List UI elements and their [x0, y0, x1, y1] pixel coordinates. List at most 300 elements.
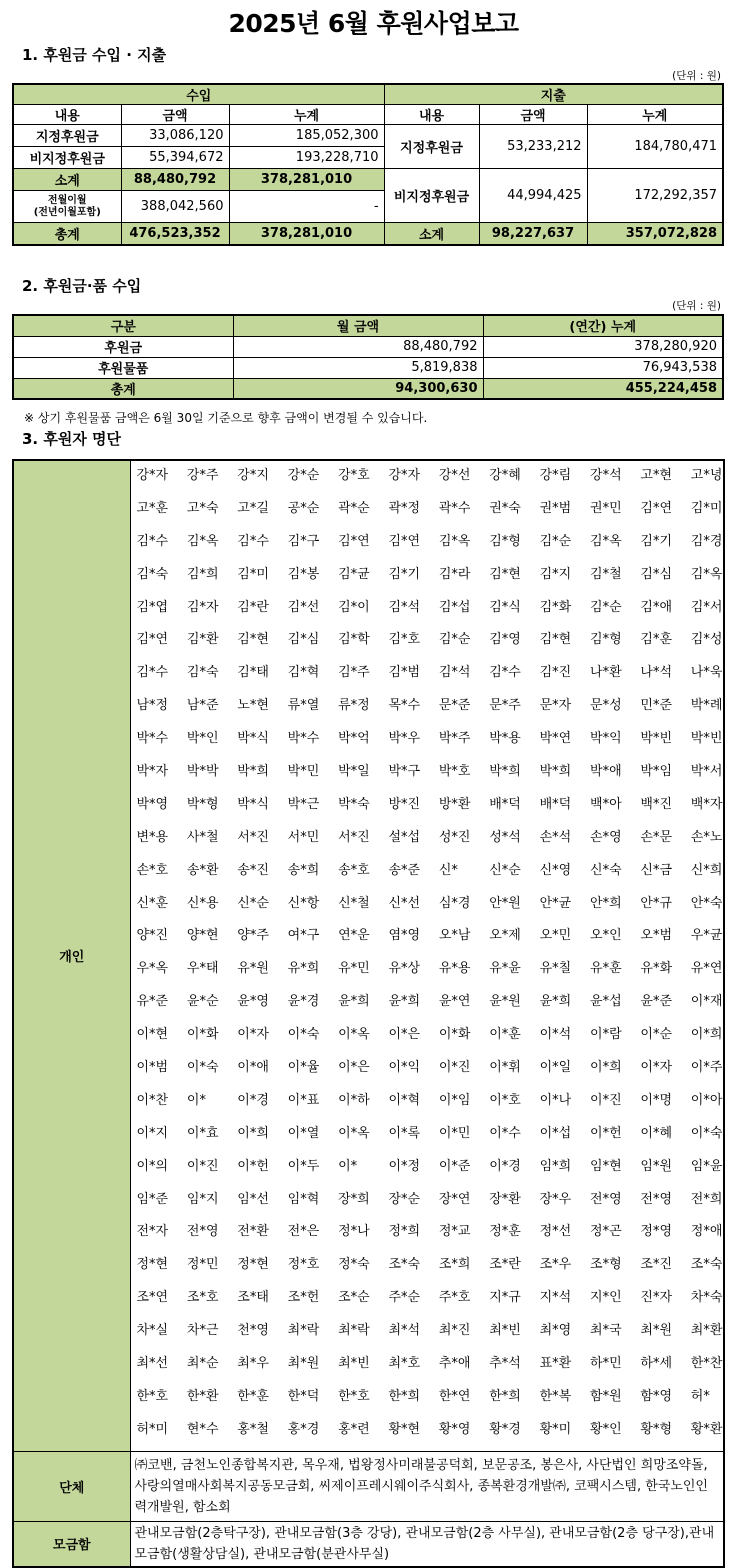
- donor-name: 강*자: [136, 468, 169, 483]
- expense-nondesignated-amount: 44,994,425: [479, 169, 587, 223]
- donor-name: 이*경: [237, 1092, 269, 1108]
- page-title: 2025년 6월 후원사업보고: [228, 9, 519, 38]
- donor-name: 이*아: [690, 1092, 723, 1108]
- donor-name: 여*구: [287, 928, 320, 944]
- donor-name: 강*혜: [489, 468, 521, 483]
- donor-name: 이*의: [136, 1158, 169, 1174]
- donor-name: 이*화: [186, 1027, 219, 1043]
- donor-name: 전*영: [640, 1191, 673, 1207]
- donor-name: 설*섭: [388, 829, 421, 845]
- donor-name: 김*수: [237, 533, 269, 549]
- donor-name: 허*: [690, 1388, 710, 1404]
- income-nondesignated-label: 비지정후원금: [13, 147, 121, 169]
- donor-name: 지*인: [590, 1290, 622, 1306]
- donor-name: 김*선: [287, 599, 320, 615]
- donor-name: 이*희: [590, 1060, 622, 1076]
- section2-unit: (단위 : 원): [672, 300, 721, 312]
- donor-name: 이*석: [539, 1027, 572, 1043]
- donor-name: 황*형: [640, 1421, 673, 1437]
- donor-name: 박*근: [287, 796, 320, 812]
- donor-name: 손*문: [640, 829, 673, 845]
- donor-name: 강*선: [438, 468, 471, 483]
- donor-name: 최*락: [287, 1323, 320, 1339]
- donor-name: 김*심: [287, 632, 320, 648]
- donor-name: 김*훈: [640, 632, 673, 648]
- donor-name: 박*식: [237, 731, 269, 747]
- donor-name: 유*훈: [590, 961, 622, 977]
- donor-name: 나*환: [590, 665, 622, 681]
- donor-name: 이*자: [640, 1060, 673, 1076]
- donor-name: 추*석: [489, 1356, 521, 1372]
- donor-name: 차*실: [136, 1323, 169, 1339]
- donor-name: 김*현: [539, 632, 572, 648]
- donor-name: 한*찬: [690, 1356, 723, 1372]
- donor-name: 신*희: [690, 862, 723, 878]
- donor-name: 차*숙: [690, 1290, 723, 1306]
- donor-name: 이*재: [690, 994, 723, 1010]
- income-designated-label: 지정후원금: [13, 125, 121, 147]
- donor-name: 정*영: [640, 1224, 673, 1240]
- donor-name: 양*주: [237, 928, 269, 944]
- donor-name: 박*수: [287, 731, 320, 747]
- individual-names: [130, 460, 724, 1451]
- donor-name: 손*호: [136, 862, 169, 878]
- donor-name: 박*억: [338, 731, 370, 747]
- carryover-label-line2: (전년이월포함): [33, 206, 101, 218]
- donation-income-table: [12, 314, 724, 400]
- donor-name: 신*순: [489, 862, 521, 878]
- donor-name: 최*락: [338, 1323, 370, 1339]
- donor-name: 김*화: [539, 599, 572, 615]
- s2-row-month: 5,819,838: [233, 357, 483, 378]
- donor-name: 성*진: [438, 829, 471, 845]
- donor-name: 목*수: [388, 698, 421, 714]
- donor-name: 조*숙: [690, 1257, 723, 1273]
- donor-name: 주*순: [388, 1290, 421, 1306]
- donor-name: 김*혁: [287, 665, 320, 681]
- donor-name: 천*영: [237, 1323, 269, 1339]
- donor-name: 박*박: [186, 764, 219, 780]
- donor-name: 강*호: [338, 468, 370, 483]
- donor-name: 김*애: [640, 599, 673, 615]
- donor-name: 문*준: [438, 698, 471, 714]
- col-cumulative: 누계: [229, 105, 384, 125]
- donor-name: 백*아: [590, 796, 622, 812]
- donor-name: 이*: [186, 1092, 206, 1108]
- donor-name: 최*빈: [489, 1323, 521, 1339]
- donor-name: 이*희: [690, 1027, 723, 1043]
- donor-name: 조*우: [539, 1257, 572, 1273]
- donor-name: 이*일: [539, 1060, 572, 1076]
- donor-name: 전*은: [287, 1224, 320, 1240]
- donor-name: 이*숙: [287, 1027, 320, 1043]
- donor-name: 이*정: [388, 1158, 421, 1174]
- donor-name: 박*인: [186, 731, 219, 747]
- donor-name: 이*나: [539, 1092, 572, 1108]
- donor-name: 이*혁: [388, 1092, 421, 1108]
- s2-col-month: 월 금액: [233, 315, 483, 336]
- donor-name: 홍*철: [237, 1421, 269, 1437]
- donor-name: 정*나: [338, 1224, 370, 1240]
- donor-name: 최*환: [690, 1323, 723, 1339]
- names-grid: [133, 464, 724, 1451]
- donor-name: 박*수: [136, 731, 169, 747]
- s2-row-cum: 378,280,920: [483, 336, 723, 357]
- donor-name: 윤*순: [186, 994, 219, 1010]
- donor-name: 이*민: [438, 1125, 471, 1141]
- donor-name: 박*희: [489, 764, 521, 780]
- donor-name: 유*원: [237, 961, 269, 977]
- donor-name: 김*환: [186, 632, 219, 648]
- donor-name: 정*호: [287, 1257, 320, 1273]
- donor-name: 최*순: [186, 1356, 219, 1372]
- donor-name: 이*진: [438, 1060, 471, 1076]
- donor-name: 정*희: [388, 1224, 421, 1240]
- donor-name: 박*서: [690, 764, 723, 780]
- donor-name: 장*순: [388, 1191, 421, 1207]
- donor-name: 전*자: [136, 1224, 169, 1240]
- donor-name: 이*숙: [186, 1060, 219, 1076]
- donor-name: 유*준: [136, 994, 169, 1010]
- box-label: 모금함: [13, 1521, 130, 1567]
- donor-name: 오*범: [640, 928, 673, 944]
- donor-name: 홍*경: [287, 1421, 320, 1437]
- donor-name: 한*훈: [237, 1388, 269, 1404]
- donor-name: 김*학: [338, 632, 370, 648]
- donor-name: 박*희: [237, 764, 269, 780]
- donor-name: 이*표: [287, 1092, 320, 1108]
- donor-name: 지*석: [539, 1290, 572, 1306]
- income-carryover-cum: -: [229, 191, 384, 223]
- donor-name: 강*주: [186, 468, 219, 483]
- donor-name: 이*하: [338, 1092, 370, 1108]
- donor-name: 정*현: [237, 1257, 269, 1273]
- exp-col-content: 내용: [384, 105, 479, 125]
- s2-col-cum: (연간) 누계: [483, 315, 723, 336]
- donor-name: 김*연: [136, 632, 169, 648]
- donor-name: 류*열: [287, 698, 320, 714]
- donor-name: 이*현: [136, 1027, 169, 1043]
- donor-name: 송*준: [388, 862, 421, 878]
- donor-name: 김*수: [136, 533, 169, 549]
- income-total-cum: 378,281,010: [229, 223, 384, 245]
- donor-name: 김*식: [489, 599, 521, 615]
- donor-name: 홍*련: [338, 1421, 370, 1437]
- donor-name: 정*현: [136, 1257, 169, 1273]
- donor-name: 김*옥: [186, 533, 219, 549]
- donor-name: 전*희: [690, 1191, 723, 1207]
- donor-name: 이*혜: [640, 1125, 673, 1141]
- donor-name: 김*현: [237, 632, 269, 648]
- income-expense-table: [12, 83, 724, 246]
- donor-name: 임*희: [539, 1158, 572, 1174]
- donor-name: 조*태: [237, 1290, 269, 1306]
- donor-name: 이*: [338, 1158, 358, 1174]
- donor-name: 백*진: [640, 796, 673, 812]
- donor-name: 변*용: [136, 829, 169, 845]
- donor-name: 박*식: [237, 796, 269, 812]
- donor-name: 유*상: [388, 961, 421, 977]
- donor-name: 한*덕: [287, 1388, 320, 1404]
- donor-name: 강*림: [539, 468, 572, 483]
- donor-name: 김*영: [489, 632, 521, 648]
- donor-name: 신*항: [287, 895, 320, 911]
- income-subtotal-amount: 88,480,792: [121, 169, 229, 191]
- donor-name: 박*임: [640, 764, 673, 780]
- donor-name: 김*경: [690, 533, 723, 549]
- donor-name: 김*란: [237, 599, 269, 615]
- donor-name: 이*자: [237, 1027, 269, 1043]
- donor-name: 황*현: [388, 1421, 421, 1437]
- donor-name: 한*연: [438, 1388, 471, 1404]
- s2-row-label: 후원물품: [13, 357, 233, 378]
- donor-name: 고*녕: [690, 468, 723, 483]
- donor-name: 유*연: [690, 961, 723, 977]
- donor-name: 서*민: [287, 829, 320, 845]
- donor-name: 임*준: [136, 1191, 169, 1207]
- donor-name: 지*규: [489, 1290, 521, 1306]
- donor-name: 이*효: [186, 1125, 219, 1141]
- donor-name: 나*석: [640, 665, 673, 681]
- donor-name: 신*순: [237, 895, 269, 911]
- donor-name: 김*균: [338, 566, 370, 582]
- donor-name: 문*주: [489, 698, 521, 714]
- donor-name: 권*민: [590, 500, 622, 516]
- donor-name: 문*성: [590, 698, 622, 714]
- donor-name: 노*현: [237, 698, 269, 714]
- s2-row-month: 88,480,792: [233, 336, 483, 357]
- donor-name: 임*현: [590, 1158, 622, 1174]
- donor-name: 조*연: [136, 1290, 169, 1306]
- donor-name: 김*수: [136, 665, 169, 681]
- s2-total-month: 94,300,630: [233, 378, 483, 399]
- expense-designated-amount: 53,233,212: [479, 125, 587, 169]
- donor-name: 김*순: [590, 599, 622, 615]
- donor-name: 이*희: [237, 1125, 269, 1141]
- expense-subtotal-amount: 98,227,637: [479, 223, 587, 245]
- donor-name: 이*록: [388, 1125, 421, 1141]
- group-label: 단체: [13, 1451, 130, 1521]
- donor-name: 강*순: [287, 468, 320, 483]
- income-total-amount: 476,523,352: [121, 223, 229, 245]
- donor-name: 조*란: [489, 1257, 521, 1273]
- donor-name: 이*지: [136, 1125, 169, 1141]
- s2-row-label: 후원금: [13, 336, 233, 357]
- donor-name: 최*원: [287, 1356, 320, 1372]
- donor-name: 김*봉: [287, 566, 320, 582]
- donor-name: 서*진: [237, 829, 269, 845]
- donor-name: 한*환: [186, 1388, 219, 1404]
- expense-nondesignated-label: 비지정후원금: [384, 169, 479, 223]
- donor-name: 박*익: [590, 731, 622, 747]
- donor-name: 염*영: [388, 928, 421, 944]
- expense-subtotal-cum: 357,072,828: [587, 223, 723, 245]
- donor-name: 유*용: [438, 961, 471, 977]
- donor-name: 이*은: [388, 1027, 421, 1043]
- donor-name: 장*환: [489, 1191, 521, 1207]
- donor-name: 이*훈: [489, 1027, 521, 1043]
- donor-name: 이*헌: [237, 1158, 269, 1174]
- donor-name: 김*엽: [136, 599, 169, 615]
- donor-name: 이*준: [438, 1158, 471, 1174]
- donor-name: 이*애: [237, 1060, 269, 1076]
- donor-name: 김*옥: [690, 566, 723, 582]
- donor-name: 신*: [438, 862, 458, 878]
- donor-name: 곽*수: [438, 500, 471, 516]
- individual-label: 개인: [13, 460, 130, 1451]
- donor-name: 장*희: [338, 1191, 370, 1207]
- donor-name: 김*라: [438, 566, 471, 582]
- donor-name: 김*형: [590, 632, 622, 648]
- donor-name: 신*금: [640, 862, 673, 878]
- donor-name: 이*화: [438, 1027, 471, 1043]
- donor-name: 조*희: [438, 1257, 471, 1273]
- donor-name: 윤*준: [640, 994, 673, 1010]
- donor-name: 민*준: [640, 698, 673, 714]
- donor-name: 오*민: [539, 928, 572, 944]
- donor-name: 김*이: [338, 599, 370, 615]
- donor-name: 조*형: [590, 1257, 622, 1273]
- donor-name: 고*길: [237, 500, 269, 516]
- donor-name: 박*빈: [690, 731, 723, 747]
- donor-name: 박*희: [539, 764, 572, 780]
- donor-name: 김*미: [237, 566, 269, 582]
- donor-name: 김*석: [438, 665, 471, 681]
- donor-name: 김*태: [237, 665, 269, 681]
- donor-name: 우*균: [690, 928, 723, 944]
- donor-name: 조*호: [186, 1290, 219, 1306]
- donor-name: 정*숙: [338, 1257, 370, 1273]
- donor-name: 윤*희: [388, 994, 421, 1010]
- donor-name: 황*미: [539, 1421, 572, 1437]
- donor-name: 이*익: [388, 1060, 421, 1076]
- donor-name: 박*례: [690, 698, 723, 714]
- donor-name: 최*영: [539, 1323, 572, 1339]
- donor-name: 고*현: [640, 468, 673, 483]
- donor-name: 전*영: [186, 1224, 219, 1240]
- donor-name: 박*우: [388, 731, 421, 747]
- donor-name: 박*숙: [338, 796, 370, 812]
- donor-name: 김*석: [388, 599, 421, 615]
- donor-name: 윤*원: [489, 994, 521, 1010]
- donor-name: 이*찬: [136, 1092, 169, 1108]
- donor-name: 김*옥: [590, 533, 622, 549]
- donor-name: 안*규: [640, 895, 673, 911]
- exp-col-cumulative: 누계: [587, 105, 723, 125]
- donor-name: 전*환: [237, 1224, 269, 1240]
- donor-name: 임*선: [237, 1191, 269, 1207]
- donor-name: 문*자: [539, 698, 572, 714]
- donor-name: 오*제: [489, 928, 521, 944]
- donor-name: 황*인: [590, 1421, 622, 1437]
- donor-name: 박*호: [438, 764, 471, 780]
- donor-name: 정*애: [690, 1224, 723, 1240]
- donor-name: 최*호: [388, 1356, 421, 1372]
- donor-name: 유*칠: [539, 961, 572, 977]
- donor-name: 김*수: [489, 665, 521, 681]
- donor-name: 송*호: [338, 862, 370, 878]
- donor-name: 윤*희: [338, 994, 370, 1010]
- section1-unit: (단위 : 원): [672, 70, 721, 82]
- donor-name: 조*진: [640, 1257, 673, 1273]
- donor-name: 손*영: [590, 829, 622, 845]
- s2-col-category: 구분: [13, 315, 233, 336]
- donor-name: 함*영: [640, 1388, 673, 1404]
- donor-name: 장*우: [539, 1191, 572, 1207]
- donor-name: 곽*순: [338, 500, 370, 516]
- donor-name: 한*호: [136, 1388, 169, 1404]
- donor-name: 우*태: [186, 961, 219, 977]
- donor-name: 유*희: [287, 961, 320, 977]
- donor-name: 김*철: [590, 566, 622, 582]
- donor-name: 연*운: [338, 928, 370, 944]
- expense-designated-label: 지정후원금: [384, 125, 479, 169]
- donor-name: 박*민: [287, 764, 320, 780]
- income-designated-cum: 185,052,300: [229, 125, 384, 147]
- donor-name: 안*균: [539, 895, 572, 911]
- income-nondesignated-cum: 193,228,710: [229, 147, 384, 169]
- s2-total-cum: 455,224,458: [483, 378, 723, 399]
- donor-name: 이*명: [640, 1092, 673, 1108]
- donor-name: 유*민: [338, 961, 370, 977]
- donor-name: 조*순: [338, 1290, 370, 1306]
- donor-name: 김*섭: [438, 599, 471, 615]
- income-designated-amount: 33,086,120: [121, 125, 229, 147]
- donor-name: 신*용: [186, 895, 219, 911]
- donor-name: 우*옥: [136, 961, 169, 977]
- donor-name: 김*옥: [438, 533, 471, 549]
- donor-name: 서*진: [338, 829, 370, 845]
- donor-name: 박*일: [338, 764, 370, 780]
- donor-name: 송*환: [186, 862, 219, 878]
- donor-name: 오*인: [590, 928, 622, 944]
- donor-name: 이*숙: [690, 1125, 723, 1141]
- section2-heading: 2. 후원금·품 수입: [22, 277, 142, 295]
- donor-name: 박*구: [388, 764, 421, 780]
- exp-col-amount: 금액: [479, 105, 587, 125]
- donor-name: 신*훈: [136, 895, 169, 911]
- group-names: ㈜코밴, 금천노인종합복지관, 목우재, 법왕정사미래불공덕회, 보문공조, 봉은사, 사단법인 희망조약돌, 사랑의열매사회복지공동모금회, 씨제이프레시웨이주식회사, 종복환경개발㈜, 코팩시스템, 한국노인인력개발원, 함소회: [130, 1451, 724, 1521]
- donor-name: 박*용: [489, 731, 521, 747]
- donor-name: 정*교: [438, 1224, 471, 1240]
- donor-name: 손*석: [539, 829, 572, 845]
- donor-name: 송*진: [237, 862, 269, 878]
- donor-name: 임*혁: [287, 1191, 320, 1207]
- donor-name: 김*연: [338, 533, 370, 549]
- donor-name: 최*석: [388, 1323, 421, 1339]
- donor-name: 임*원: [640, 1158, 673, 1174]
- donor-name: 김*기: [640, 533, 673, 549]
- donor-name: 김*범: [388, 665, 421, 681]
- donor-name: 안*희: [590, 895, 622, 911]
- donor-name: 류*정: [338, 698, 370, 714]
- donor-name: 조*숙: [388, 1257, 421, 1273]
- donor-name: 전*영: [590, 1191, 622, 1207]
- donor-name: 안*원: [489, 895, 521, 911]
- income-total-label: 총계: [13, 223, 121, 245]
- donor-name: 이*진: [590, 1092, 622, 1108]
- donor-name: 함*원: [590, 1388, 622, 1404]
- donor-name: 신*숙: [590, 862, 622, 878]
- donor-name: 강*석: [590, 468, 622, 483]
- donor-name: 이*휘: [489, 1060, 521, 1076]
- donor-name: 추*애: [438, 1356, 471, 1372]
- donor-name: 신*선: [388, 895, 421, 911]
- s2-note: ※ 상기 후원물품 금액은 6월 30일 기준으로 향후 금액이 변경될 수 있습니다.: [24, 411, 428, 425]
- donor-name: 윤*희: [539, 994, 572, 1010]
- donor-name: 김*호: [388, 632, 421, 648]
- donor-name: 김*순: [438, 632, 471, 648]
